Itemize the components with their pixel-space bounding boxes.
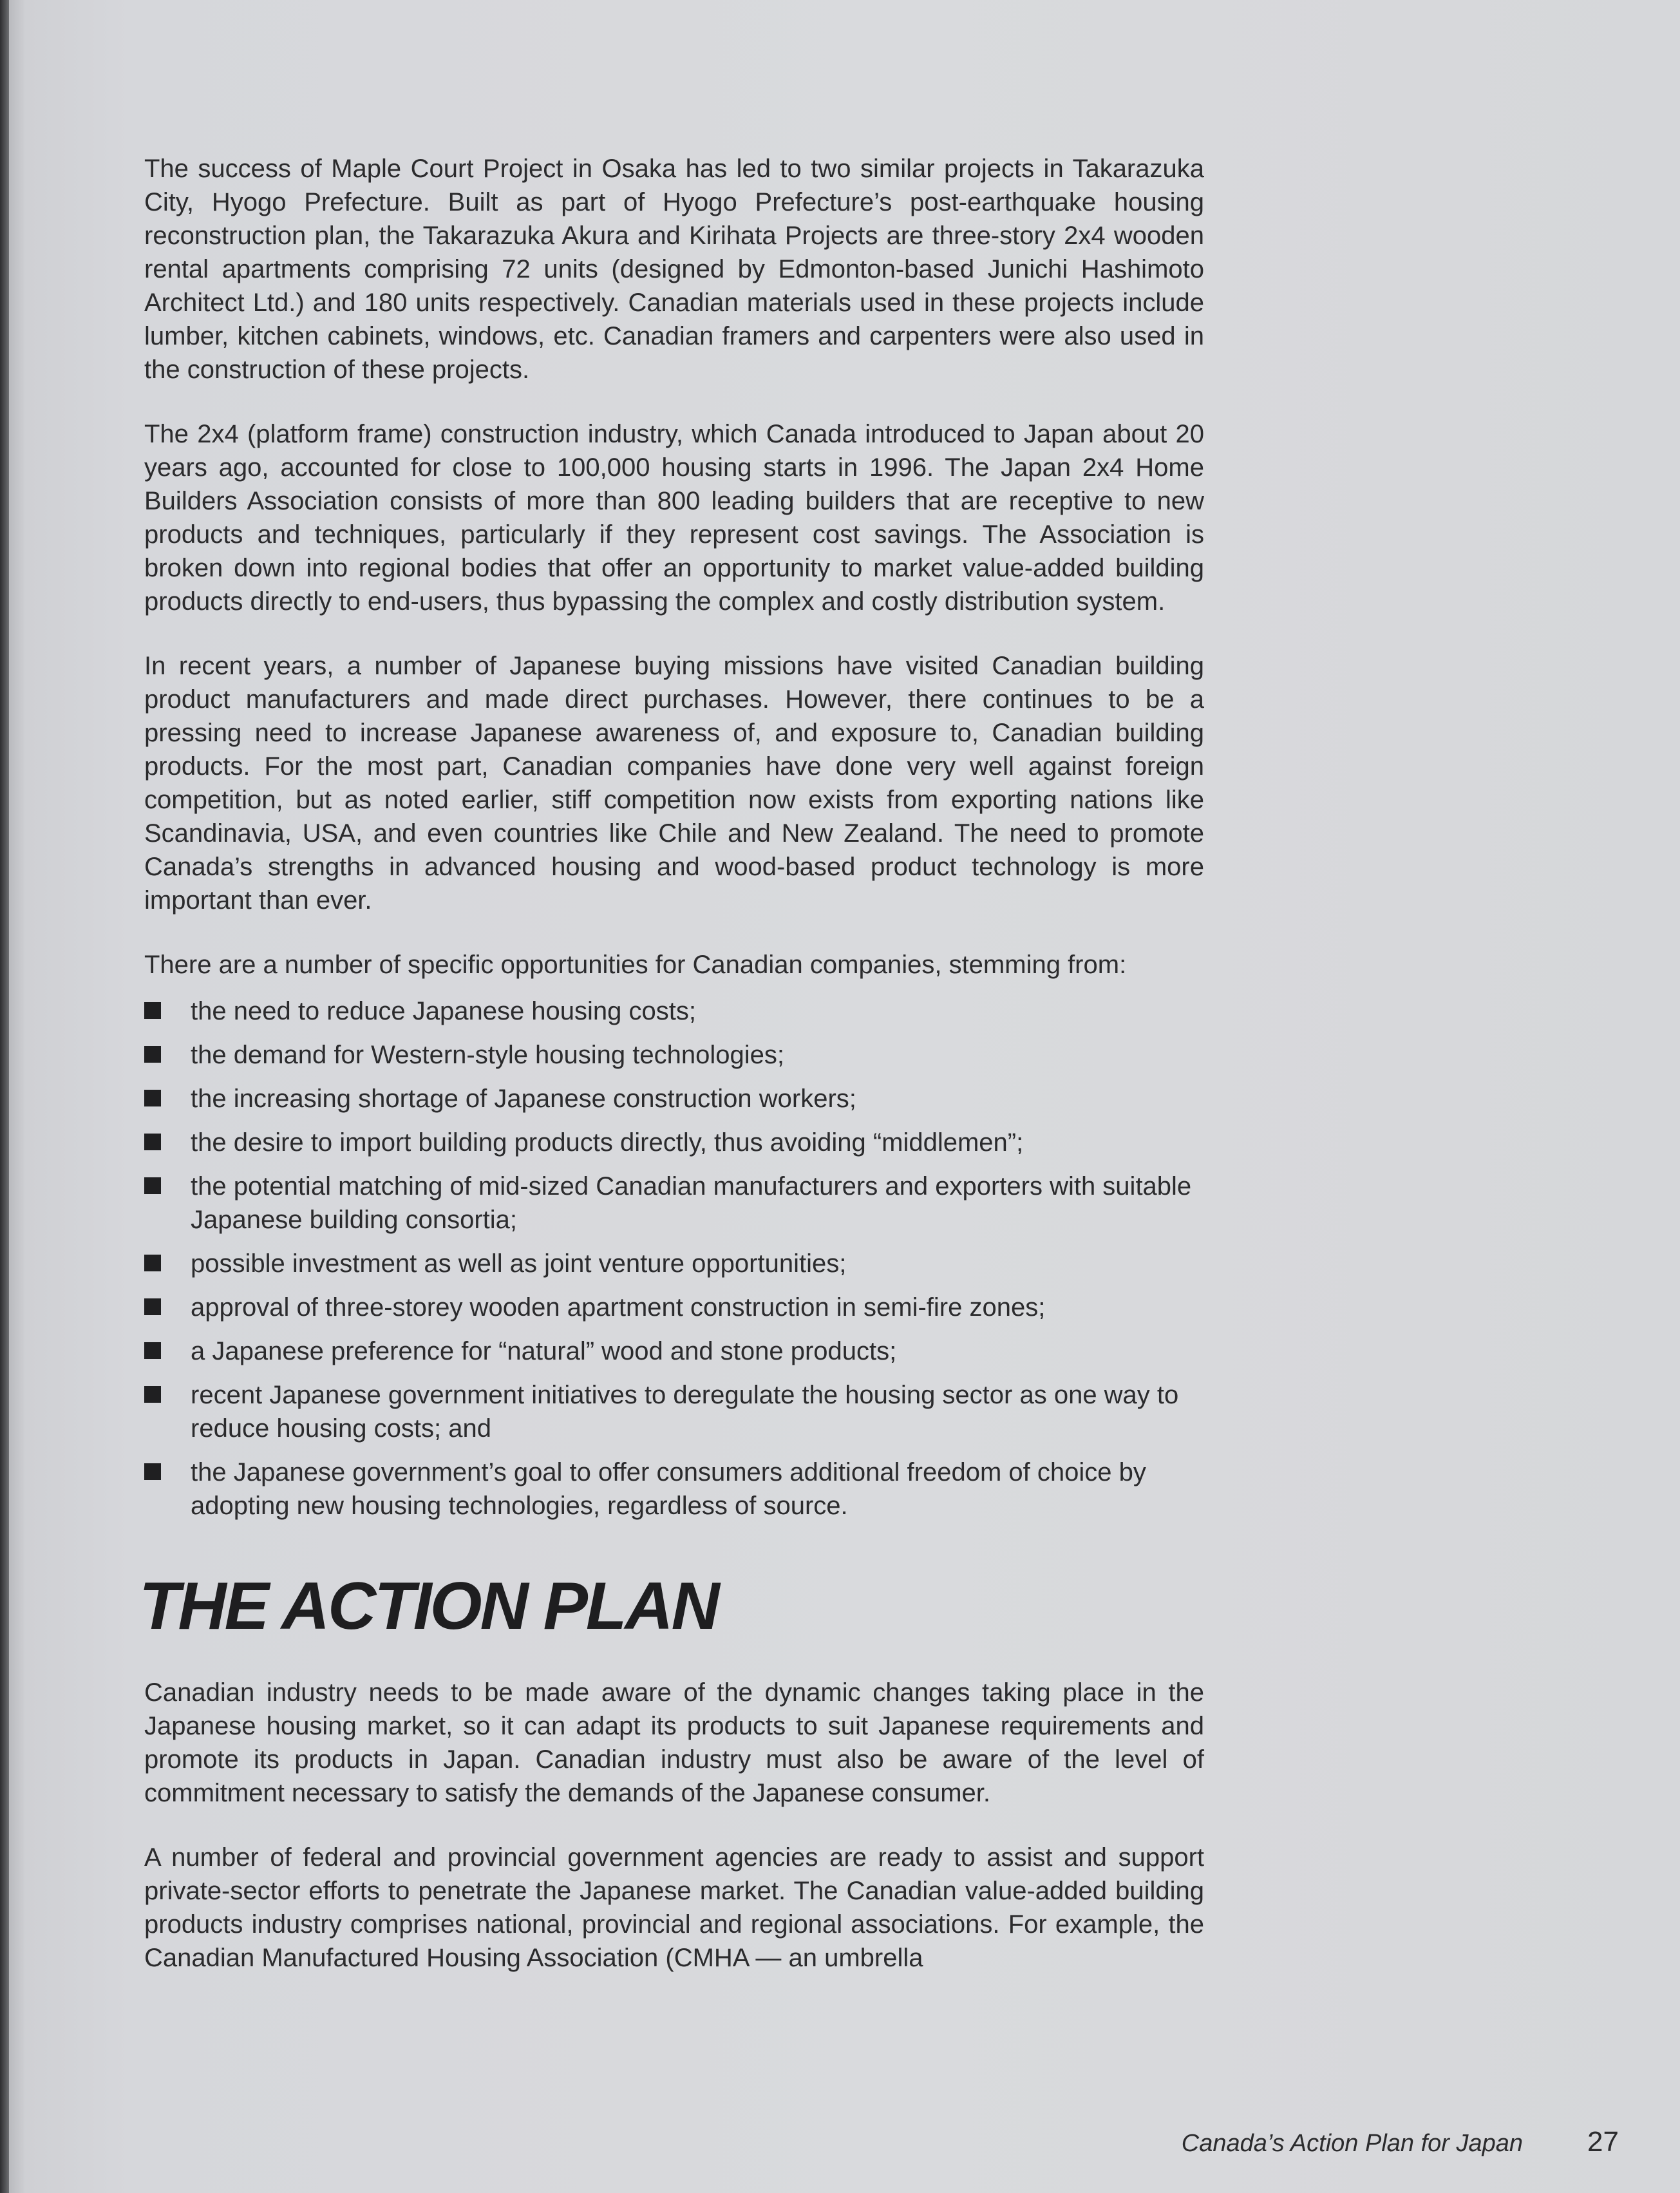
list-item xyxy=(144,1170,1204,1237)
square-bullet-icon xyxy=(144,1046,161,1063)
list-item-text: the demand for Western-style housing technologies; xyxy=(191,1041,785,1069)
list-item xyxy=(144,1126,1204,1159)
square-bullet-icon xyxy=(144,1386,161,1403)
paragraph-industry-awareness: Canadian industry needs to be made aware of the dynamic changes taking place in the Japanese housing market, so it can adapt its products to suit Japanese requirements and promote its products in Japan. Canadian industry must also be aware of the level of commitment necessary to satisfy the demands of the Japanese consumer. xyxy=(144,1678,1204,1807)
square-bullet-icon xyxy=(144,1134,161,1150)
list-item xyxy=(144,1038,1204,1072)
list-item xyxy=(144,1082,1204,1115)
book-spine-shadow xyxy=(0,0,9,2193)
list-item xyxy=(144,1456,1204,1523)
paragraph-2x4-industry: The 2x4 (platform frame) construction industry, which Canada introduced to Japan about 20 years ago, accounted for close to 100,000 housing starts in 1996. The Japan 2x4 Home Builders Association consists of more than 800 leading builders that are receptive to new products and techniques, particularly if they represent cost savings. The Association is broken down into regional bodies that offer an opportunity to market value-added building products directly to end-users, thus bypassing the complex and costly distribution system. xyxy=(144,420,1204,616)
page-number: 27 xyxy=(1587,2126,1619,2158)
list-item-text: approval of three-storey wooden apartment construction in semi-fire zones; xyxy=(191,1293,1046,1322)
running-title: Canada’s Action Plan for Japan xyxy=(1181,2130,1524,2157)
list-item-text: the potential matching of mid-sized Canadian manufacturers and exporters with suitable Japanese building consortia; xyxy=(191,1172,1192,1234)
square-bullet-icon xyxy=(144,1255,161,1271)
page-footer xyxy=(1182,2127,1619,2159)
paragraph-maple-court: The success of Maple Court Project in Osaka has led to two similar projects in Takarazuka City, Hyogo Prefecture. Built as part of Hyogo Prefecture’s post-earthquake housing reconstruction plan, the Takarazuka Akura and Kirihata Projects are three-story 2x4 wooden rental apartments comprising 72 units (designed by Edmonton-based Junichi Hashimoto Architect Ltd.) and 180 units respectively. Canadian materials used in these projects include lumber, kitchen cabinets, windows, etc. Canadian framers and carpenters were also used in the construction of these projects. xyxy=(144,155,1204,384)
list-item xyxy=(144,1378,1204,1445)
opportunities-intro: There are a number of specific opportunities for Canadian companies, stemming from: xyxy=(144,951,1127,979)
list-item-text: the desire to import building products directly, thus avoiding “middlemen”; xyxy=(191,1128,1024,1157)
square-bullet-icon xyxy=(144,1177,161,1194)
list-item xyxy=(144,1247,1204,1280)
square-bullet-icon xyxy=(144,1463,161,1480)
list-item xyxy=(144,1291,1204,1324)
list-item-text: the increasing shortage of Japanese construction workers; xyxy=(191,1085,856,1113)
section-heading: THE ACTION PLAN xyxy=(139,1569,718,1644)
paragraph-government-agencies: A number of federal and provincial government agencies are ready to assist and support private-sector efforts to penetrate the Japanese market. The Canadian value-added building products industry comprises national, provincial and regional associations. For example, the Canadian Manufactured Housing Association (CMHA — an umbrella xyxy=(144,1843,1204,1972)
square-bullet-icon xyxy=(144,1298,161,1315)
list-item-text: the Japanese government’s goal to offer consumers additional freedom of choice by adopting new housing technologies, regardless of source. xyxy=(191,1458,1146,1520)
page-content xyxy=(139,152,1204,2006)
list-item-text: recent Japanese government initiatives to deregulate the housing sector as one way to reduce housing costs; and xyxy=(191,1381,1179,1443)
square-bullet-icon xyxy=(144,1090,161,1106)
list-item-text: a Japanese preference for “natural” wood and stone products; xyxy=(191,1337,897,1365)
opportunities-list xyxy=(144,994,1204,1523)
paragraph-buying-missions: In recent years, a number of Japanese buying missions have visited Canadian building product manufacturers and made direct purchases. However, there continues to be a pressing need to increase Japanese awareness of, and exposure to, Canadian building products. For the most part, Canadian companies have done very well against foreign competition, but as noted earlier, stiff competition now exists from exporting nations like Scandinavia, USA, and even countries like Chile and New Zealand. The need to promote Canada’s strengths in advanced housing and wood-based product technology is more important than ever. xyxy=(144,652,1204,915)
square-bullet-icon xyxy=(144,1342,161,1359)
list-item-text: possible investment as well as joint venture opportunities; xyxy=(191,1249,847,1278)
list-item-text: the need to reduce Japanese housing costs; xyxy=(191,997,696,1025)
square-bullet-icon xyxy=(144,1002,161,1019)
list-item xyxy=(144,1334,1204,1368)
list-item xyxy=(144,994,1204,1028)
